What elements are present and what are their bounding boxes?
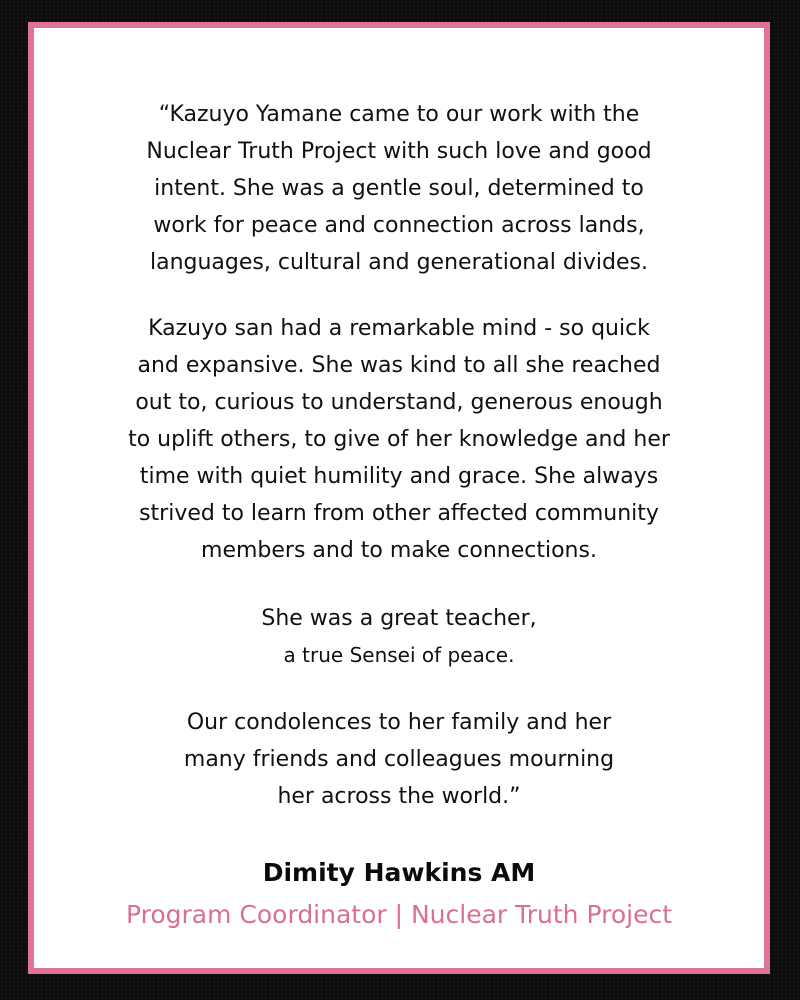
- quote-paragraph-4: [34, 704, 764, 815]
- signature-title: Program Coordinator | Nuclear Truth Project: [126, 900, 672, 929]
- quote-line: out to, curious to understand, generous enough: [135, 390, 663, 415]
- quote-paragraph-3: [34, 600, 764, 674]
- quote-line: “Kazuyo Yamane came to our work with the: [158, 102, 640, 127]
- signature-name: Dimity Hawkins AM: [262, 858, 536, 887]
- quote-line: Nuclear Truth Project with such love and good: [146, 139, 652, 164]
- quote-line: strived to learn from other affected community: [139, 501, 659, 526]
- quote-line: Kazuyo san had a remarkable mind - so quick: [148, 316, 650, 341]
- quote-line: work for peace and connection across lands,: [153, 213, 645, 238]
- quote-line: Our condolences to her family and her: [186, 710, 612, 735]
- quote-line: many friends and colleagues mourning: [183, 747, 615, 772]
- quote-line: She was a great teacher,: [261, 606, 537, 631]
- quote-line: and expansive. She was kind to all she reached: [137, 353, 661, 378]
- quote-line: intent. She was a gentle soul, determined to: [154, 176, 644, 201]
- quote-line: time with quiet humility and grace. She always: [139, 464, 659, 489]
- quote-paragraph-2: [34, 310, 764, 569]
- quote-line: languages, cultural and generational divides.: [149, 250, 648, 275]
- quote-paragraph-1: [34, 96, 764, 281]
- quote-card: [28, 22, 770, 974]
- quote-line: members and to make connections.: [201, 538, 597, 563]
- quote-line: to uplift others, to give of her knowledge and her: [128, 427, 670, 452]
- quote-line: a true Sensei of peace.: [283, 643, 515, 667]
- quote-line: her across the world.”: [277, 784, 521, 809]
